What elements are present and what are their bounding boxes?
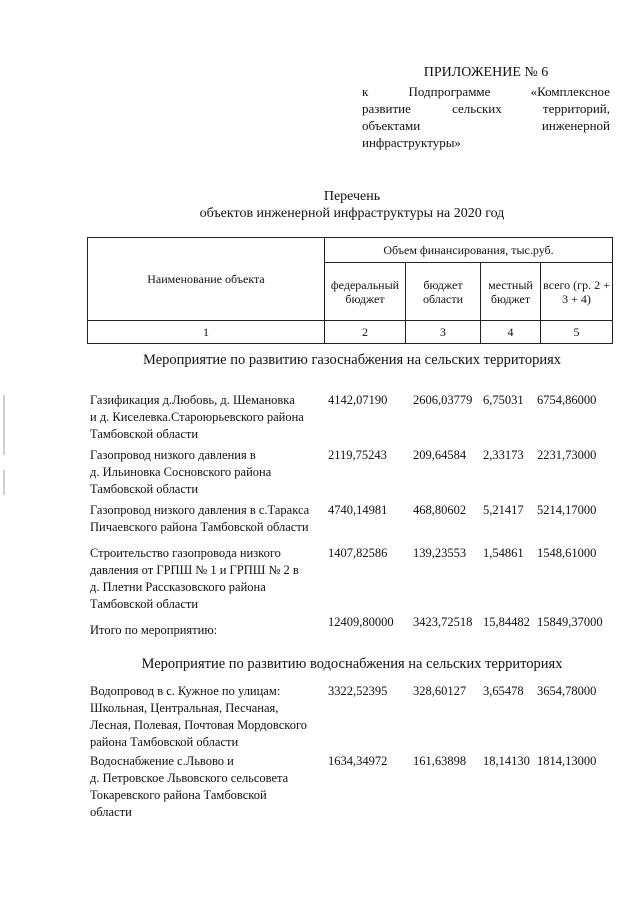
local-value: 5,21417	[483, 503, 524, 517]
col-region-header: бюджет области	[406, 263, 481, 321]
region-value: 161,63898	[413, 754, 467, 768]
local-value: 6,75031	[483, 393, 524, 407]
appendix-line: развитие сельских территорий,	[362, 101, 610, 117]
federal-value: 4142,07190	[328, 393, 388, 407]
local-value: 1,54861	[483, 546, 524, 560]
col-number: 2	[325, 321, 406, 344]
federal-total: 12409,80000	[328, 615, 394, 629]
local-value: 2,33173	[483, 448, 524, 462]
table-header	[87, 237, 613, 344]
total-value: 5214,17000	[537, 503, 597, 517]
total-value: 1814,13000	[537, 754, 597, 768]
federal-value: 3322,52395	[328, 684, 388, 698]
total-value: 3654,78000	[537, 684, 597, 698]
scan-edge-mark	[3, 470, 5, 495]
section-title-gas: Мероприятие по развитию газоснабжения на сельских территориях	[143, 352, 561, 368]
col-number: 3	[406, 321, 481, 344]
col-number: 1	[88, 321, 325, 344]
col-total-header: всего (гр. 2 + 3 + 4)	[541, 263, 613, 321]
total-value: 6754,86000	[537, 393, 597, 407]
list-title: Перечень	[323, 189, 381, 204]
appendix-line: объектами инженерной	[362, 118, 610, 134]
list-title-block	[60, 188, 640, 222]
federal-value: 1634,34972	[328, 754, 388, 768]
region-value: 468,80602	[413, 503, 467, 517]
object-name: Газопровод низкого давления в с.Таракса Пичаевского района Тамбовской области	[90, 503, 310, 534]
appendix-title: ПРИЛОЖЕНИЕ № 6	[423, 65, 549, 80]
federal-value: 4740,14981	[328, 503, 388, 517]
local-value: 3,65478	[483, 684, 524, 698]
total-label: Итого по мероприятию:	[90, 623, 218, 637]
local-total: 15,84482	[483, 615, 530, 629]
funding-header: Объем финансирования, тыс.руб.	[325, 238, 613, 263]
region-total: 3423,72518	[413, 615, 473, 629]
object-name: Строительство газопровода низкого давления от ГРПШ № 1 и ГРПШ № 2 в д. Плетни Рассказовского района Тамбовской области	[90, 546, 299, 611]
region-value: 2606,03779	[413, 393, 473, 407]
federal-value: 1407,82586	[328, 546, 388, 560]
list-subtitle: объектов инженерной инфраструктуры на 2020 год	[199, 206, 505, 221]
col-federal-header: федеральный бюджет	[325, 263, 406, 321]
grand-total: 15849,37000	[537, 615, 603, 629]
col-local-header: местный бюджет	[481, 263, 541, 321]
scan-edge-mark	[3, 395, 5, 455]
appendix-line: к Подпрограмме «Комплексное	[362, 84, 610, 100]
total-value: 2231,73000	[537, 448, 597, 462]
region-value: 139,23553	[413, 546, 467, 560]
object-name: Газификация д.Любовь, д. Шемановка и д. Киселевка.Староюрьевского района Тамбовской области	[90, 393, 304, 441]
object-name: Водоснабжение с.Львово и д. Петровское Львовского сельсовета Токаревского района Тамбовской области	[90, 754, 289, 819]
region-value: 209,64584	[413, 448, 467, 462]
object-name: Водопровод в с. Кужное по улицам: Школьная, Центральная, Песчаная, Лесная, Полевая, Почтовая Мордовского района Тамбовской области	[90, 684, 308, 749]
col-number: 4	[481, 321, 541, 344]
appendix-block	[362, 64, 610, 152]
local-value: 18,14130	[483, 754, 530, 768]
appendix-line: инфраструктуры»	[362, 135, 461, 151]
object-name: Газопровод низкого давления в д. Ильиновка Сосновского района Тамбовской области	[90, 448, 272, 496]
section-title-water: Мероприятие по развитию водоснабжения на сельских территориях	[141, 656, 563, 672]
federal-value: 2119,75243	[328, 448, 387, 462]
col-name-header: Наименование объекта	[88, 238, 325, 321]
region-value: 328,60127	[413, 684, 467, 698]
total-value: 1548,61000	[537, 546, 597, 560]
col-number: 5	[541, 321, 613, 344]
